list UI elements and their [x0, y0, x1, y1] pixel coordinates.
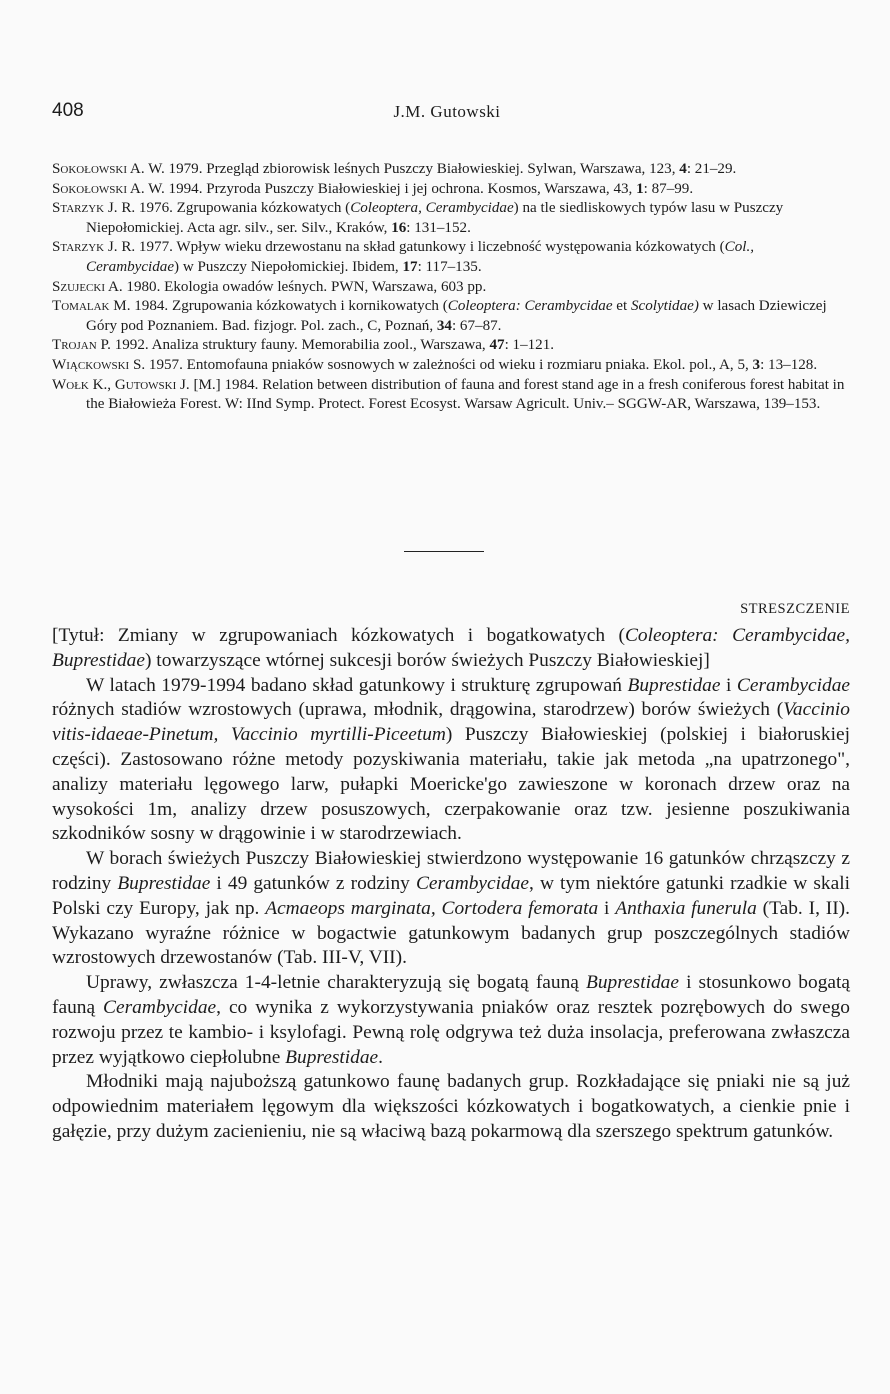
ref-volume: 4	[679, 161, 687, 177]
taxon-name: Anthaxia funerula	[615, 897, 757, 919]
para-text: i 49 gatunków z rodziny	[210, 872, 416, 894]
para-text: i	[598, 897, 616, 919]
ref-text: 1957. Entomofauna pniaków sosnowych w zależności od wieku i rozmiaru pniaka. Ekol. pol., A, 5,	[145, 356, 753, 373]
ref-taxon: Coleoptera: Cerambycidae	[447, 298, 613, 315]
summary-title	[52, 624, 850, 674]
ref-text: et	[612, 298, 631, 315]
ref-pages: : 117–135.	[417, 258, 482, 275]
ref-text: 1994. Przyroda Puszczy Białowieskiej i jej ochrona. Kosmos, Warszawa, 43,	[164, 180, 637, 197]
reference-item	[52, 356, 850, 376]
section-divider	[404, 551, 484, 552]
ref-pages: : 87–99.	[643, 180, 694, 197]
reference-item	[52, 336, 850, 356]
taxon-name: Buprestidae	[627, 674, 721, 696]
reference-item	[52, 160, 850, 180]
summary-paragraph	[52, 674, 850, 848]
summary-label: STRESZCZENIE	[740, 601, 850, 617]
para-text: , w tym niektóre gatunki rzadkie w skali Polski czy Europy, jak np.	[52, 872, 850, 919]
title-text: ) towarzyszące wtórnej sukcesji borów świeżych Puszczy Białowieskiej]	[145, 649, 710, 671]
ref-author: Sokołowski A. W.	[52, 161, 165, 177]
ref-volume: 47	[489, 337, 505, 354]
ref-pages: : 131–152.	[406, 219, 471, 236]
ref-author: Wołk K., Gutowski J.	[52, 376, 190, 393]
ref-text: 1980. Ekologia owadów leśnych. PWN, Warszawa, 603 pp.	[122, 278, 487, 295]
taxon-name: Cerambycidae	[103, 996, 217, 1018]
ref-author: Sokołowski A. W.	[52, 180, 165, 197]
ref-text: ) na tle siedliskowych typów lasu w Puszczy Niepołomickiej. Acta agr. silv., ser. Silv., Kraków,	[86, 200, 784, 236]
ref-volume: 1	[636, 180, 644, 197]
reference-item	[52, 180, 850, 200]
para-text: Uprawy, zwłaszcza 1-4-letnie charakteryzują się bogatą fauną	[86, 972, 586, 994]
reference-list	[52, 160, 850, 415]
ref-text: w lasach Dziewiczej Góry pod Poznaniem. Bad. fizjogr. Pol. zach., C, Poznań,	[86, 298, 827, 334]
ref-taxon: Col., Cerambycidae	[86, 239, 755, 275]
ref-text: 1984. Zgrupowania kózkowatych i kornikowatych (	[130, 298, 448, 315]
ref-pages: : 21–29.	[686, 161, 737, 177]
para-text: ) Puszczy Białowieskiej (polskiej i białoruskiej części). Zastosowano różne metody pozyskiwania materiału, takie jak metoda „na upatrzonego", analizy materiału lęgowego larw, pułapki Moericke'go zawieszone w koronach drzew oraz na wysokości 1m, analizy drzew posuszowych, czerpakowanie oraz tzw. jesienne poszukiwania szkodników sosny w drągowinie i w starodrzewiach.	[52, 724, 850, 845]
ref-volume: 3	[752, 356, 761, 373]
ref-author: Tomalak M.	[52, 298, 131, 315]
ref-volume: 16	[391, 219, 407, 236]
running-header	[52, 100, 842, 124]
ref-author: Szujecki A.	[52, 278, 123, 295]
taxon-name: Buprestidae	[285, 1046, 379, 1068]
ref-author: Trojan P.	[52, 337, 111, 354]
summary-paragraph	[52, 1070, 850, 1144]
para-text: W latach 1979-1994 badano skład gatunkowy i strukturę zgrupowań	[86, 674, 628, 696]
para-text: W borach świeżych Puszczy Białowieskiej stwierdzono występowanie 16 gatunków chrząszczy z rodziny	[52, 848, 850, 894]
ref-author: Starzyk J. R.	[52, 239, 136, 256]
para-text: i stosunkowo bogatą fauną	[52, 972, 850, 1018]
ref-text: 1979. Przegląd zbiorowisk leśnych Puszczy Białowieskiej. Sylwan, Warszawa, 123,	[164, 161, 680, 177]
para-text: .	[378, 1046, 384, 1068]
ref-text: 1977. Wpływ wieku drzewostanu na skład gatunkowy i liczebność występowania kózkowatych (	[135, 239, 725, 256]
ref-pages: : 1–121.	[504, 337, 555, 354]
taxon-name: Cerambycidae	[415, 872, 530, 894]
ref-pages: : 67–87.	[451, 317, 502, 334]
summary-body	[52, 624, 850, 1145]
reference-item	[52, 297, 850, 336]
ref-text: ) w Puszczy Niepołomickiej. Ibidem,	[174, 258, 403, 275]
reference-item	[52, 238, 850, 277]
para-text: (Tab. I, II). Wykazano wyraźne różnice w bogactwie gatunkowym badanych grup poszczególnych stadiów wzrostowych drzewostanów (Tab. III-V, VII).	[52, 897, 850, 969]
ref-volume: 34	[436, 317, 452, 334]
page-number: 408	[52, 100, 84, 121]
title-taxon: Coleoptera: Cerambycidae, Buprestidae	[52, 625, 850, 671]
ref-text: 1976. Zgrupowania kózkowatych (	[135, 200, 351, 217]
reference-item	[52, 278, 850, 298]
ref-text: [M.] 1984. Relation between distribution of fauna and forest stand age in a fresh coniferous forest habitat in the Białowieża Forest. W: IInd Symp. Protect. Forest Ecosyst. Warsaw Agricult. Univ.– SGGW-AR, Warszawa, 139–153.	[86, 376, 845, 413]
ref-volume: 17	[402, 258, 418, 275]
running-head-author: J.M. Gutowski	[393, 102, 501, 121]
para-text: , co wynika z wykorzystywania pniaków oraz resztek pozrębowych do swego rozwoju przez te kambio- i ksylofagi. Pewną rolę odgrywa też duża insolacja, preferowana zwłaszcza przez wyjątkowo ciepłolubne	[52, 996, 850, 1068]
ref-author: Starzyk J. R.	[52, 200, 136, 217]
taxon-name: Cerambycidae	[736, 674, 850, 696]
reference-item	[52, 199, 850, 238]
taxon-name: Vaccinio vitis-idaeae-Pinetum, Vaccinio myrtilli-Piceetum	[52, 699, 850, 746]
taxon-name: Buprestidae	[117, 872, 211, 894]
para-text: różnych stadiów wzrostowych (uprawa, młodnik, drągowina, starodrzew) borów świeżych (	[52, 699, 784, 721]
para-text: i	[720, 674, 737, 696]
title-text: [Tytuł: Zmiany w zgrupowaniach kózkowatych i bogatkowatych (	[52, 625, 625, 646]
ref-taxon: Scolytidae)	[630, 298, 699, 315]
taxon-name: Buprestidae	[586, 972, 679, 994]
ref-author: Wiąckowski S.	[52, 356, 146, 373]
summary-paragraph	[52, 847, 850, 971]
ref-taxon: Coleoptera, Cerambycidae	[350, 200, 514, 217]
taxon-name: Acmaeops marginata, Cortodera femorata	[265, 897, 599, 919]
summary-paragraph	[52, 971, 850, 1070]
ref-pages: : 13–128.	[760, 356, 818, 373]
para-text: Młodniki mają najuboższą gatunkowo faunę badanych grup. Rozkładające się pniaki nie są już odpowiednim materiałem lęgowym dla większości kózkowatych i bogatkowatych, a cienkie pnie i gałęzie, przy dużym zacienieniu, nie są właciwą bazą pokarmową dla szerszego spektrum gatunków.	[52, 1071, 850, 1142]
reference-item	[52, 376, 850, 415]
ref-text: 1992. Analiza struktury fauny. Memorabilia zool., Warszawa,	[110, 337, 490, 354]
